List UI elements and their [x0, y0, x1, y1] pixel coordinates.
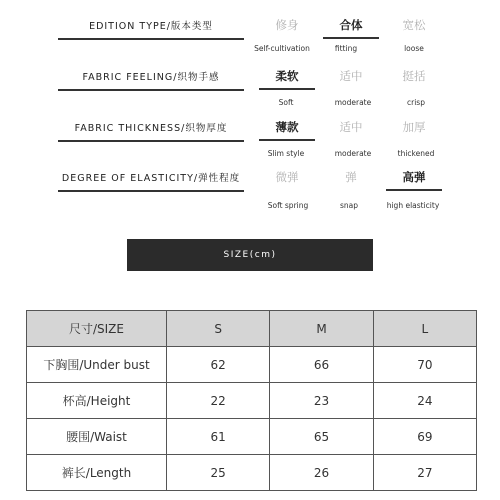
option-sub-crisp: crisp	[407, 98, 425, 107]
option-soft-spring: 微弹	[275, 170, 299, 184]
table-cell: 22	[167, 383, 270, 419]
option-sub-soft-spring: Soft spring	[267, 201, 309, 210]
option-crisp: 挺括	[402, 69, 426, 83]
table-row	[27, 347, 477, 383]
table-cell: 26	[270, 455, 373, 491]
option-sub-moderate: moderate	[334, 149, 372, 158]
option-sub-snap: snap	[339, 201, 359, 210]
option-sub-soft: Soft	[278, 98, 294, 107]
attr-label-edition-type: EDITION TYPE/版本类型	[89, 21, 213, 32]
option-loose: 宽松	[402, 18, 426, 32]
table-cell: 25	[167, 455, 270, 491]
table-header-cell: L	[373, 311, 476, 347]
table-row	[27, 455, 477, 491]
size-table	[26, 310, 477, 491]
option-slim-style: 薄款	[275, 120, 299, 134]
attr-label-elasticity: DEGREE OF ELASTICITY/弹性程度	[61, 173, 241, 184]
table-row	[27, 383, 477, 419]
table-cell: 70	[373, 347, 476, 383]
selected-underline	[259, 88, 315, 90]
attr-divider	[58, 89, 244, 91]
table-cell: 62	[167, 347, 270, 383]
size-banner	[127, 239, 373, 271]
table-header-cell: M	[270, 311, 373, 347]
option-self-cultivation: 修身	[275, 18, 299, 32]
option-soft: 柔软	[275, 69, 299, 83]
selected-underline	[323, 37, 379, 39]
attr-divider	[58, 190, 244, 192]
table-cell: 裤长/Length	[27, 455, 167, 491]
option-moderate: 适中	[339, 120, 363, 134]
option-sub-moderate: moderate	[334, 98, 372, 107]
option-thickened: 加厚	[402, 120, 426, 134]
option-sub-thickened: thickened	[397, 149, 435, 158]
table-header-cell: 尺寸/SIZE	[27, 311, 167, 347]
table-cell: 65	[270, 419, 373, 455]
selected-underline	[386, 189, 442, 191]
attr-divider	[58, 38, 244, 40]
table-cell: 下胸围/Under bust	[27, 347, 167, 383]
attr-label-fabric-thickness: FABRIC THICKNESS/织物厚度	[74, 123, 228, 134]
option-moderate: 适中	[339, 69, 363, 83]
option-sub-slim-style: Slim style	[267, 149, 305, 158]
table-row	[27, 419, 477, 455]
table-cell: 腰围/Waist	[27, 419, 167, 455]
option-sub-loose: loose	[404, 44, 424, 53]
table-header-cell: S	[167, 311, 270, 347]
attr-label-fabric-feeling: FABRIC FEELING/织物手感	[82, 72, 220, 83]
option-sub-high-elasticity: high elasticity	[386, 201, 440, 210]
attr-divider	[58, 140, 244, 142]
size-banner-label: SIZE(cm)	[223, 250, 277, 260]
table-cell: 24	[373, 383, 476, 419]
table-cell: 66	[270, 347, 373, 383]
option-sub-self-cultivation: Self-cultivation	[254, 44, 310, 53]
table-cell: 69	[373, 419, 476, 455]
table-header-row	[27, 311, 477, 347]
option-sub-fitting: fitting	[334, 44, 358, 53]
option-fitting: 合体	[339, 18, 363, 32]
table-cell: 23	[270, 383, 373, 419]
table-cell: 61	[167, 419, 270, 455]
selected-underline	[259, 139, 315, 141]
table-cell: 27	[373, 455, 476, 491]
table-cell: 杯高/Height	[27, 383, 167, 419]
option-high-elasticity: 高弹	[402, 170, 426, 184]
option-snap: 弹	[345, 170, 357, 184]
